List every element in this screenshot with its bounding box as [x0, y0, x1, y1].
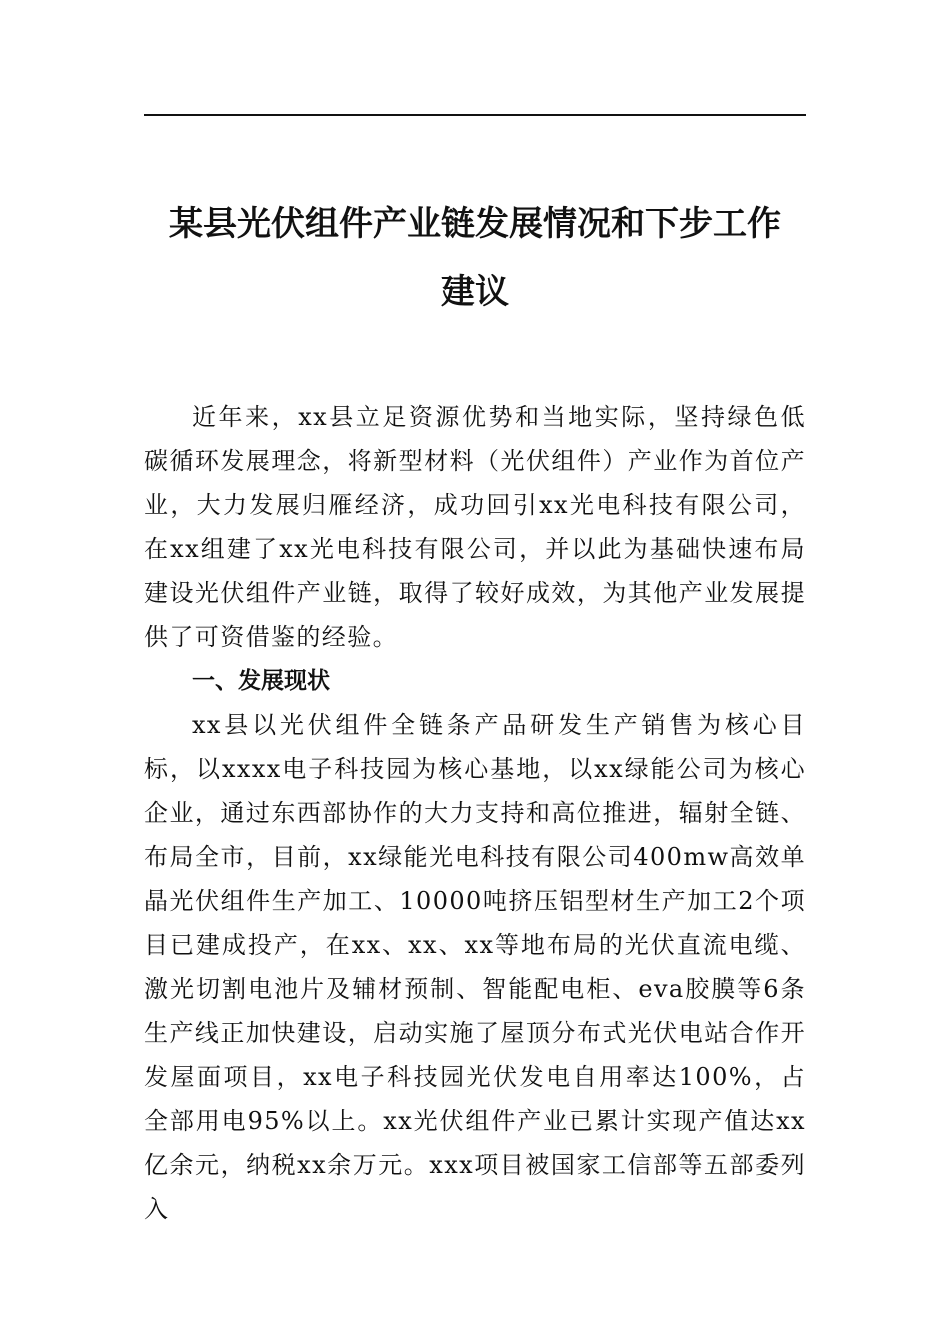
intro-paragraph: 近年来，xx县立足资源优势和当地实际，坚持绿色低碳循环发展理念，将新型材料（光伏组件）产业作为首位产业，大力发展归雁经济，成功回引xx光电科技有限公司，在xx组建了xx光电科技有限公司，并以此为基础快速布局建设光伏组件产业链，取得了较好成效，为其他产业发展提供了可资借鉴的经验。 — [144, 403, 806, 651]
document-title — [144, 190, 806, 326]
header-rule — [144, 114, 806, 116]
title-line-2: 建议 — [441, 272, 509, 312]
section-paragraph: xx县以光伏组件全链条产品研发生产销售为核心目标，以xxxx电子科技园为核心基地，以xx绿能公司为核心企业，通过东西部协作的大力支持和高位推进，辐射全链、布局全市，目前，xx绿能光电科技有限公司400mw高效单晶光伏组件生产加工、10000吨挤压铝型材生产加工2个项目已建成投产，在xx、xx、xx等地布局的光伏直流电缆、激光切割电池片及辅材预制、智能配电柜、eva胶膜等6条生产线正加快建设，启动实施了屋顶分布式光伏电站合作开发屋面项目，xx电子科技园光伏发电自用率达100%，占全部用电95%以上。xx光伏组件产业已累计实现产值达xx亿余元，纳税xx余万元。xxx项目被国家工信部等五部委列入 — [144, 711, 806, 1223]
section-heading: 一、发展现状 — [192, 668, 330, 694]
document-body — [144, 395, 806, 1231]
title-line-1: 某县光伏组件产业链发展情况和下步工作 — [169, 204, 781, 244]
